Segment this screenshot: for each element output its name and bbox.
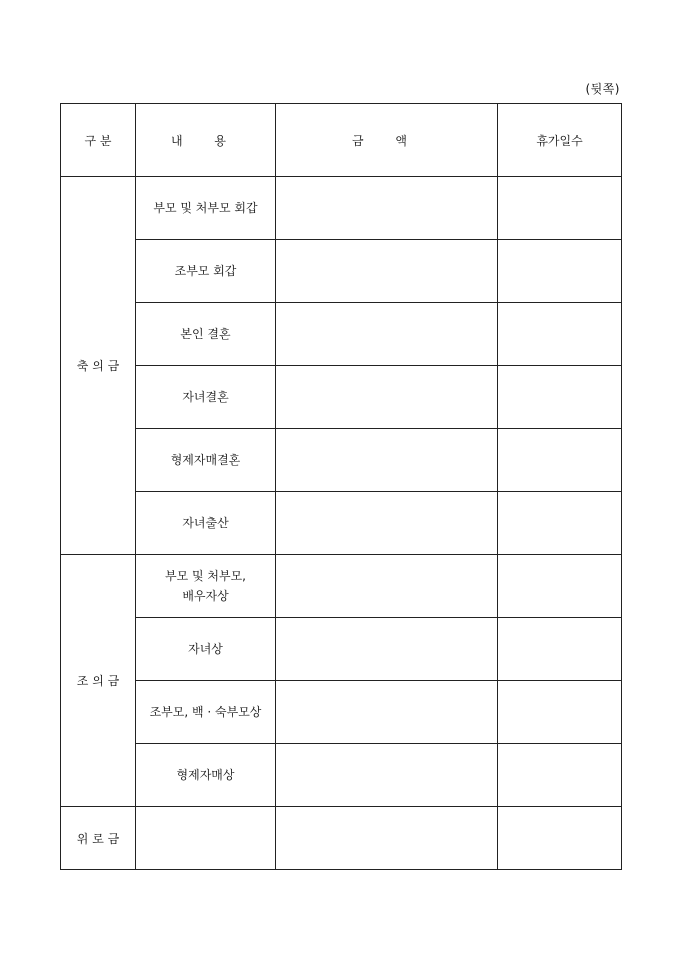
leave-days-cell[interactable] — [498, 807, 622, 870]
amount-cell[interactable] — [276, 240, 498, 303]
table-row — [61, 429, 622, 492]
header-leave-days: 휴가일수 — [498, 104, 622, 177]
table-row — [61, 492, 622, 555]
page-side-note: (뒷쪽) — [585, 82, 620, 96]
item-label: 형제자매상 — [136, 744, 276, 807]
amount-cell[interactable] — [276, 429, 498, 492]
item-label: 형제자매결혼 — [136, 429, 276, 492]
leave-days-cell[interactable] — [498, 555, 622, 618]
table-row — [61, 618, 622, 681]
item-label: 조부모 회갑 — [136, 240, 276, 303]
benefit-form-table — [60, 103, 622, 870]
amount-cell[interactable] — [276, 618, 498, 681]
table-row — [61, 744, 622, 807]
leave-days-cell[interactable] — [498, 303, 622, 366]
leave-days-cell[interactable] — [498, 681, 622, 744]
header-row — [61, 104, 622, 177]
table-row — [61, 555, 622, 618]
amount-cell[interactable] — [276, 807, 498, 870]
table-row — [61, 177, 622, 240]
leave-days-cell[interactable] — [498, 177, 622, 240]
header-amount: 금 액 — [276, 104, 498, 177]
amount-cell[interactable] — [276, 177, 498, 240]
group-label-congrats: 축 의 금 — [61, 177, 136, 555]
amount-cell[interactable] — [276, 744, 498, 807]
table-row — [61, 807, 622, 870]
item-label: 조부모, 백 · 숙부모상 — [136, 681, 276, 744]
leave-days-cell[interactable] — [498, 240, 622, 303]
item-label: 자녀결혼 — [136, 366, 276, 429]
item-label-line: 배우자상 — [182, 589, 229, 603]
leave-days-cell[interactable] — [498, 618, 622, 681]
content-cell[interactable] — [136, 807, 276, 870]
table-row — [61, 240, 622, 303]
group-label-consolation: 위 로 금 — [61, 807, 136, 870]
item-label-line: 부모 및 처부모, — [165, 569, 246, 583]
item-label: 자녀출산 — [136, 492, 276, 555]
leave-days-cell[interactable] — [498, 744, 622, 807]
amount-cell[interactable] — [276, 303, 498, 366]
leave-days-cell[interactable] — [498, 429, 622, 492]
leave-days-cell[interactable] — [498, 492, 622, 555]
amount-cell[interactable] — [276, 366, 498, 429]
item-label: 부모 및 처부모 회갑 — [136, 177, 276, 240]
header-content: 내 용 — [136, 104, 276, 177]
header-category: 구 분 — [61, 104, 136, 177]
group-label-condolence: 조 의 금 — [61, 555, 136, 807]
table-row — [61, 681, 622, 744]
item-label: 본인 결혼 — [136, 303, 276, 366]
table-row — [61, 303, 622, 366]
amount-cell[interactable] — [276, 555, 498, 618]
item-label: 자녀상 — [136, 618, 276, 681]
amount-cell[interactable] — [276, 681, 498, 744]
amount-cell[interactable] — [276, 492, 498, 555]
item-label — [136, 555, 276, 618]
leave-days-cell[interactable] — [498, 366, 622, 429]
table-row — [61, 366, 622, 429]
